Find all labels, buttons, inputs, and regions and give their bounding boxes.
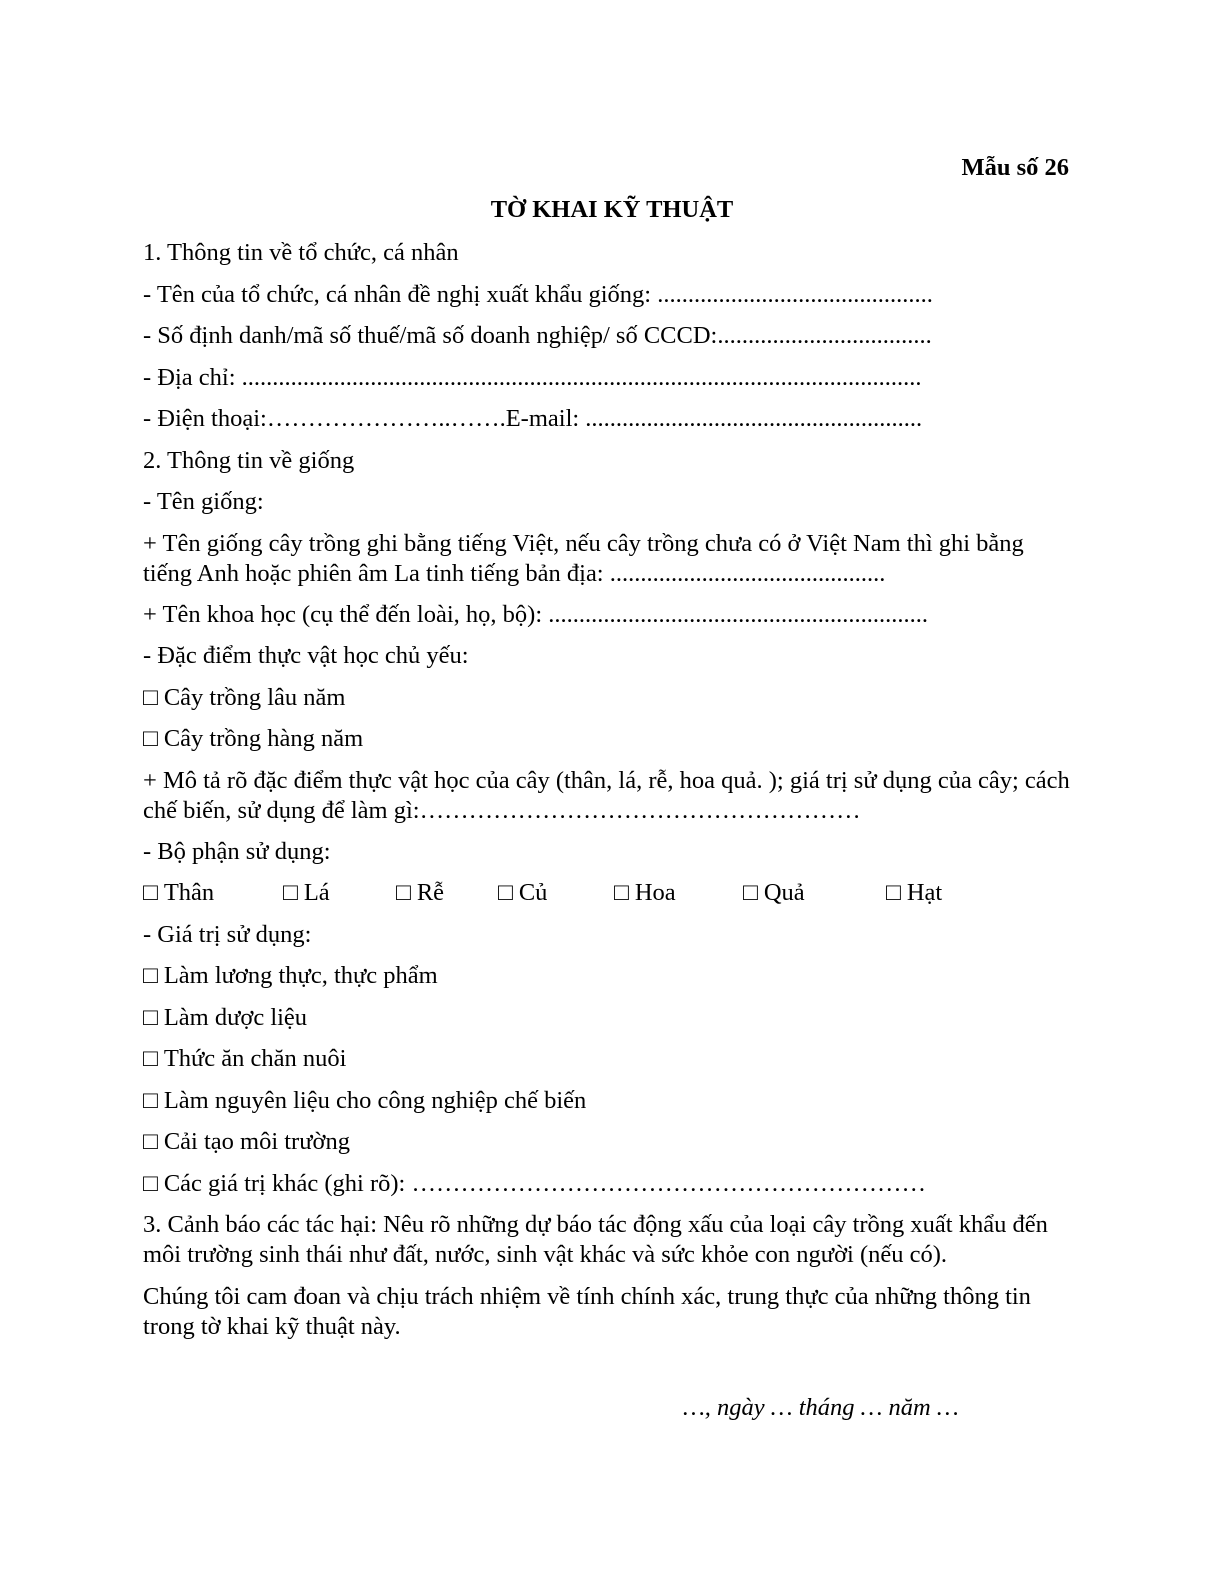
checkbox-icon[interactable]: □	[283, 879, 298, 906]
option-label: Làm nguyên liệu cho công nghiệp chế biến	[163, 1087, 587, 1114]
part-option-seed[interactable]	[886, 878, 942, 908]
org-name-field: - Tên của tổ chức, cá nhân đề nghị xuất khẩu giống: .............................................	[143, 281, 933, 308]
checkbox-icon[interactable]: □	[143, 1087, 158, 1114]
document-title: TỜ KHAI KỸ THUẬT	[490, 196, 734, 223]
part-option-root[interactable]	[396, 878, 444, 908]
scientific-name-field: + Tên khoa học (cụ thể đến loài, họ, bộ): ..............................................................	[143, 601, 929, 628]
option-label: Lá	[303, 879, 330, 906]
checkbox-icon[interactable]: □	[143, 962, 158, 989]
section-3-warning: 3. Cảnh báo các tác hại: Nêu rõ những dự báo tác động xấu của loại cây trồng xuất khẩu đến môi trường sinh thái như đất, nước, sinh vật khác và sức khỏe con người (nếu có).	[143, 1211, 1048, 1268]
form-code: Mẫu số 26	[961, 154, 1069, 181]
use-option-food[interactable]	[143, 961, 438, 991]
option-annual[interactable]	[143, 724, 363, 754]
id-number-field: - Số định danh/mã số thuế/mã số doanh nghiệp/ số CCCD:...................................	[143, 322, 932, 349]
variety-name-label: - Tên giống:	[143, 488, 264, 515]
option-label: Củ	[518, 879, 548, 906]
checkbox-icon[interactable]: □	[396, 879, 411, 906]
address-field: - Địa chỉ: ...............................................................................................................	[143, 364, 922, 391]
date-line: …, ngày … tháng … năm …	[683, 1394, 959, 1421]
option-label: Cải tạo môi trường	[163, 1128, 350, 1155]
checkbox-icon[interactable]: □	[614, 879, 629, 906]
checkbox-icon[interactable]: □	[143, 1170, 158, 1197]
use-value-label: - Giá trị sử dụng:	[143, 921, 312, 948]
part-option-tuber[interactable]	[498, 878, 547, 908]
use-option-other[interactable]	[143, 1169, 926, 1199]
section-1-heading: 1. Thông tin về tổ chức, cá nhân	[143, 239, 459, 266]
part-option-stem[interactable]	[143, 878, 214, 908]
use-option-feed[interactable]	[143, 1044, 347, 1074]
option-label: Cây trồng hàng năm	[163, 725, 364, 752]
option-label: Hoa	[634, 879, 676, 906]
checkbox-icon[interactable]: □	[743, 879, 758, 906]
option-label: Làm lương thực, thực phẩm	[163, 962, 438, 989]
part-option-fruit[interactable]	[743, 878, 805, 908]
part-option-flower[interactable]	[614, 878, 676, 908]
option-perennial[interactable]	[143, 683, 345, 713]
checkbox-icon[interactable]: □	[886, 879, 901, 906]
use-option-industrial[interactable]	[143, 1086, 586, 1116]
phone-email-field: - Điện thoại:…………………..…….E-mail: .......................................................	[143, 405, 923, 432]
checkbox-icon[interactable]: □	[143, 1045, 158, 1072]
checkbox-icon[interactable]: □	[143, 1004, 158, 1031]
option-label: Thức ăn chăn nuôi	[163, 1045, 347, 1072]
checkbox-icon[interactable]: □	[143, 725, 158, 752]
botanical-features-label: - Đặc điểm thực vật học chủ yếu:	[143, 642, 469, 669]
part-option-leaf[interactable]	[283, 878, 330, 908]
variety-vn-name-field: + Tên giống cây trồng ghi bằng tiếng Việt, nếu cây trồng chưa có ở Việt Nam thì ghi bằng tiếng Anh hoặc phiên âm La tinh tiếng bản địa: .............................................	[143, 530, 1024, 587]
option-label: Rễ	[416, 879, 445, 906]
option-label: Cây trồng lâu năm	[163, 684, 346, 711]
description-field: + Mô tả rõ đặc điểm thực vật học của cây (thân, lá, rễ, hoa quả. ); giá trị sử dụng của cây; cách chế biến, sử dụng để làm gì:………………………………………………	[143, 767, 1070, 824]
use-option-medicinal[interactable]	[143, 1003, 307, 1033]
option-label: Làm dược liệu	[163, 1004, 308, 1031]
checkbox-icon[interactable]: □	[143, 1128, 158, 1155]
option-label: Thân	[163, 879, 215, 906]
option-label: Hạt	[906, 879, 943, 906]
checkbox-icon[interactable]: □	[498, 879, 513, 906]
commitment-statement: Chúng tôi cam đoan và chịu trách nhiệm về tính chính xác, trung thực của những thông tin trong tờ khai kỹ thuật này.	[143, 1283, 1031, 1340]
parts-used-label: - Bộ phận sử dụng:	[143, 838, 331, 865]
option-label: Các giá trị khác (ghi rõ): ………………………………………………………	[163, 1170, 926, 1197]
use-option-environment[interactable]	[143, 1127, 350, 1157]
option-label: Quả	[763, 879, 805, 906]
section-2-heading: 2. Thông tin về giống	[143, 447, 355, 474]
checkbox-icon[interactable]: □	[143, 879, 158, 906]
checkbox-icon[interactable]: □	[143, 684, 158, 711]
